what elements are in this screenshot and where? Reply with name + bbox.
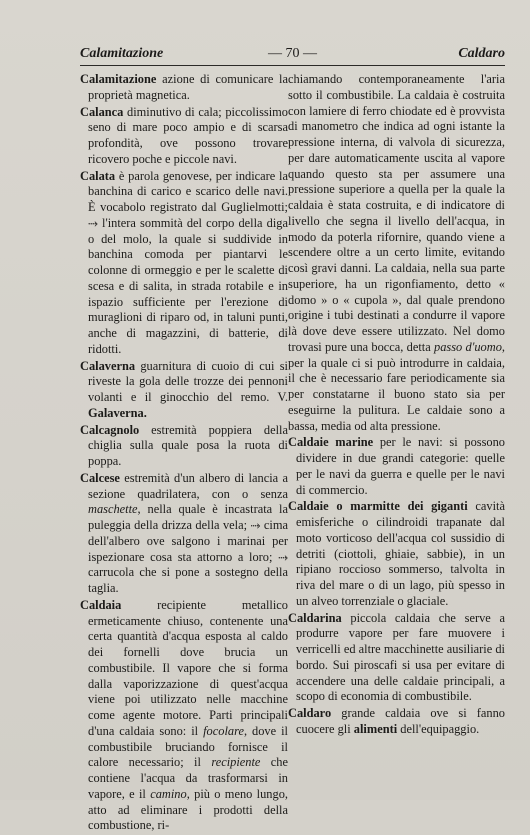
entry-text: , nella quale è incastrata la puleggia della drizza della vela; ⤑ cima dell'albero ove salgono i marinai per ispezionare cosa sta attorno a loro; ⤑ carrucola che si pone a sostegno della taglia. <box>88 502 288 595</box>
left-column <box>80 72 288 835</box>
entry-text: grande caldaia ove si fanno cuocere gli <box>296 706 505 736</box>
entry-italic: passo d'uomo <box>434 339 502 354</box>
entry-caldaie-giganti <box>288 499 505 609</box>
entry-text: , più o meno lungo, atto ad eliminare i prodotti della combustione, ri- <box>88 786 288 833</box>
right-column <box>288 72 505 739</box>
entry-text: è parola genovese, per indicare la banchina di carico e scarico delle navi. È vocabolo registrato dal Guglielmotti; ⤑ l'intera sommità del corpo della diga o del molo, la quale si suddivide in banchina comoda per piantarvi le colonne di ormeggio e per le scalette di scesa e di salita, in strada rotabile e in ispazio sufficiente per l'erezione di muraglioni di riparo od, in taluni punti, anche di magazzini, di batterie, di ridotti. <box>88 168 288 356</box>
entry-calaverna <box>80 359 288 422</box>
entry-italic: maschette <box>88 502 138 517</box>
entry-text: recipiente metallico ermeticamente chiuso, contenente una certa quantità d'acqua esposta al caldo dei fornelli dove brucia un combustibile. Il vapore che si forma dalla vaporizzazione di quest'acqua viene poi utilizzato nelle macchine come agente motore. Parti principali d'una caldaia sono: il <box>88 597 288 738</box>
entry-term: Caldaia <box>80 597 122 612</box>
entry-text: cavità emisferiche o cilindroidi trapanate dal moto vorticoso dell'acqua col sussidio di detriti (ciottoli, ghiaie, sabbie), in un ripiano roccioso sommerso, talvolta in riva del mare o di un lago, più spesso in un alveo torrenziale o glaciale. <box>296 499 505 608</box>
entry-term: Caldaie o marmitte dei giganti <box>288 499 468 514</box>
entry-term: Calanca <box>80 104 124 119</box>
cross-reference: Galaverna. <box>88 405 147 420</box>
entry-term: Calamitazione <box>80 72 157 86</box>
entry-term: Caldarina <box>288 610 342 625</box>
entry-calamitazione <box>80 72 288 104</box>
header-rule <box>80 65 505 66</box>
entry-italic: recipiente <box>211 755 261 770</box>
entry-term: Calaverna <box>80 358 136 373</box>
entry-text: azione di comunicare la proprietà magnetica. <box>88 72 288 102</box>
page-number: — 70 — <box>268 46 317 61</box>
entry-text: diminutivo di cala; piccolissimo seno di mare poco ampio e di scarsa profondità, ove possono trovare ricovero poche e piccole navi. <box>88 104 288 166</box>
entry-text: piccola caldaia che serve a produrre vapore per fare muovere i verricelli ed altre macchinette ausiliarie di bordo. Sui piroscafi si usa per evitare di accendere una delle caldaie principali, a scopo di economia di combustibile. <box>296 610 505 704</box>
entry-calata <box>80 169 288 358</box>
entry-term: Caldaro <box>288 706 332 720</box>
entry-caldaia <box>80 598 288 834</box>
entry-text: , per la quale ci si può introdurre in caldaia, il che è necessario fare periodicamente sia per constatarne il buono stato sia per eseguirne la pulitura. Le caldaie sono a bassa, media od alta pressione. <box>288 339 505 433</box>
entry-text: dell'equipaggio. <box>397 721 480 736</box>
entry-caldaia-continuation <box>288 72 505 434</box>
entry-text: , dove il combustibile bruciando fornisce il calore necessario; il <box>88 723 289 770</box>
header-left-word: Calamitazione <box>80 46 164 61</box>
entry-caldaie-marine <box>288 435 505 498</box>
header-right-word: Caldaro <box>458 46 505 61</box>
entry-caldaro <box>288 706 505 738</box>
entry-text: chiamando contemporaneamente l'aria sotto il combustibile. La caldaia è costruita con lamiere di ferro chiodate ed è provvista di manometro che indica ad ogni istante la pressione interna, di valvola di sicurezza, per dare automaticamente uscita al vapore quando questo sta per assumere una pressione superiore a quella per la quale la caldaia è stata costruita, e di indicatore di livello che segna il livello dell'acqua, in modo da poterla rifornire, quando viene a scendere oltre a un certo limite, evitando così gravi danni. La caldaia, nella sua parte superiore, ha un rigonfiamento, detto « domo » o « cupola », dal quale prendono origine i tubi destinati a condurre il vapore là dove deve essere utilizzato. Nel domo trovasi pure una bocca, detta <box>288 72 505 354</box>
entry-calanca <box>80 105 288 168</box>
entry-text: che contiene l'acqua da trasformarsi in vapore, e il <box>88 755 288 801</box>
entry-calcese <box>80 471 288 597</box>
running-header <box>80 44 505 64</box>
entry-bold-word: alimenti <box>353 721 398 736</box>
entry-text: guarnitura di cuoio di cui si riveste la gola delle trozze dei pennoni volanti e il ginocchio del remo. V. <box>88 358 288 404</box>
entry-italic: camino <box>150 786 187 801</box>
entry-text: per le navi: si possono dividere in due grandi categorie: quelle per le navi da guerra e quelle per le navi di commercio. <box>296 435 505 497</box>
entry-caldarina <box>288 611 505 706</box>
entry-term: Calata <box>80 168 116 183</box>
entry-calcagnolo <box>80 423 288 470</box>
entry-text: estremità poppiera della chiglia sulla quale posa la ruota di poppa. <box>88 422 288 468</box>
entry-italic: focolare <box>203 723 244 738</box>
entry-term: Caldaie marine <box>288 435 374 450</box>
entry-text: estremità d'un albero di lancia a sezione quadrilatera, con o senza <box>88 470 288 501</box>
entry-term: Calcese <box>80 470 120 485</box>
entry-term: Calcagnolo <box>80 422 140 437</box>
